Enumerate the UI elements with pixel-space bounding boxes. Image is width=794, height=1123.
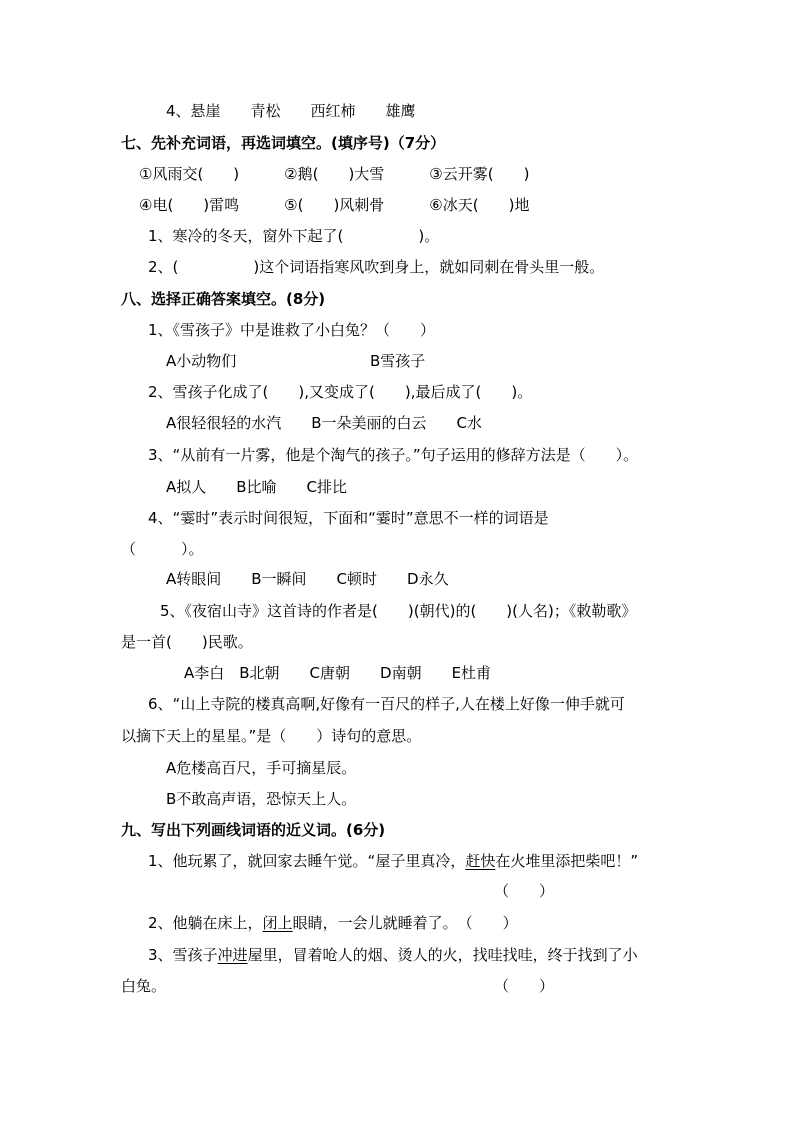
q7-sentence-2: 2、( )这个词语指寒风吹到身上，就如同刺在骨头里一般。 xyxy=(148,258,605,276)
q9-3-text-a: 3、雪孩子 xyxy=(148,946,218,964)
q8-4-question-cont: （ ）。 xyxy=(121,540,204,558)
q8-3-options: A拟人 B比喻 C排比 xyxy=(166,478,348,496)
q8-6-question-cont: 以摘下天上的星星。”是（ ）诗句的意思。 xyxy=(121,727,422,745)
q8-5-question: 5、《夜宿山寺》这首诗的作者是( )(朝代)的( )(人名)；《敕勒歌》 xyxy=(160,602,637,620)
q9-3-text-b: 屋里，冒着呛人的烟、烫人的火，找哇找哇，终于找到了小 xyxy=(247,946,638,964)
q8-6-option-a: A危楼高百尺，手可摘星辰。 xyxy=(166,759,357,777)
q8-5-question-cont: 是一首( )民歌。 xyxy=(121,633,253,651)
q9-1-text-a: 1、他玩累了，就回家去睡午觉。“屋子里真冷， xyxy=(148,852,466,870)
q8-2-options: A很轻很轻的水汽 B一朵美丽的白云 C水 xyxy=(166,414,483,432)
q7-sentence-1: 1、寒冷的冬天，窗外下起了( )。 xyxy=(148,227,440,245)
q9-1-answer-blank: （ ） xyxy=(494,882,555,900)
q9-1-underlined-word: 赶快 xyxy=(465,852,496,870)
q8-4-question: 4、“霎时”表示时间很短，下面和“霎时”意思不一样的词语是 xyxy=(148,509,549,527)
q9-3-sentence-cont: 白兔。 xyxy=(121,977,167,995)
q9-3-answer-blank: （ ） xyxy=(494,977,555,995)
q7-fill-row-1: ①风雨交( ) ②鹅( )大雪 ③云开雾( ) xyxy=(139,165,530,183)
q6-item-4: 4、悬崖 青松 西红柿 雄鹰 xyxy=(166,102,416,120)
q7-fill-row-2: ④电( )雷鸣 ⑤( )风刺骨 ⑥冰天( )地 xyxy=(139,196,530,214)
q8-5-options: A李白 B北朝 C唐朝 D南朝 E杜甫 xyxy=(184,664,492,682)
q8-2-question: 2、雪孩子化成了( ),又变成了( ),最后成了( )。 xyxy=(148,383,533,401)
q9-2-text-b: 眼睛，一会儿就睡着了。 （ ） xyxy=(292,914,518,932)
section-9-heading: 九、写出下列画线词语的近义词。(6分) xyxy=(121,821,386,839)
q8-1-question: 1、《雪孩子》中是谁救了小白兔？（ ） xyxy=(148,321,436,339)
q9-2-underlined-word: 闭上 xyxy=(262,914,293,932)
q9-1-sentence xyxy=(148,851,638,871)
q8-1-option-a: A小动物们 xyxy=(166,352,237,370)
q8-6-question: 6、“山上寺院的楼真高啊,好像有一百尺的样子,人在楼上好像一伸手就可 xyxy=(148,695,625,713)
q9-2-text-a: 2、他躺在床上， xyxy=(148,914,263,932)
q8-6-option-b: B不敢高声语，恐惊天上人。 xyxy=(166,790,357,808)
q9-1-text-b: 在火堆里添把柴吧！” xyxy=(495,852,639,870)
q8-1-option-b: B雪孩子 xyxy=(370,352,426,370)
q8-4-options: A转眼间 B一瞬间 C顿时 D永久 xyxy=(166,570,449,588)
section-8-heading: 八、选择正确答案填空。(8分) xyxy=(121,290,326,308)
q9-3-sentence xyxy=(148,945,638,965)
q9-2-sentence xyxy=(148,913,518,933)
q8-3-question: 3、“从前有一片雾，他是个淘气的孩子。”句子运用的修辞方法是（ ）。 xyxy=(148,446,639,464)
q9-3-underlined-word: 冲进 xyxy=(217,946,248,964)
section-7-heading: 七、先补充词语，再选词填空。(填序号)（7分） xyxy=(121,134,446,152)
